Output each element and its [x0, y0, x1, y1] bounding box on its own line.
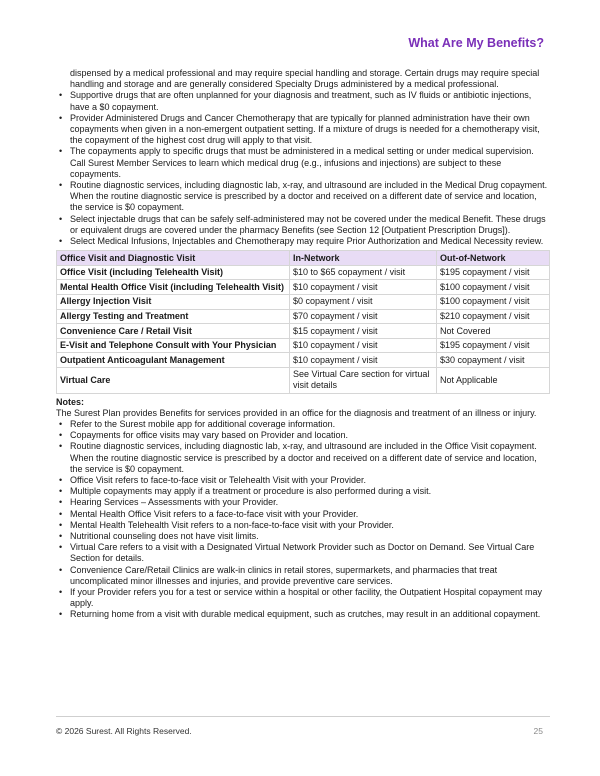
table-cell-out-of-network: $210 copayment / visit	[437, 309, 550, 324]
table-cell-out-of-network: $30 copayment / visit	[437, 353, 550, 368]
list-item: • If your Provider refers you for a test or service within a hospital or other facility, the Outpatient Hospital copayment may apply.	[56, 587, 550, 609]
table-cell-service: Virtual Care	[57, 368, 290, 394]
table-cell-out-of-network: $195 copayment / visit	[437, 338, 550, 353]
list-item: • Nutritional counseling does not have visit limits.	[56, 531, 550, 542]
table-header-cell: Out-of-Network	[437, 251, 550, 266]
list-item: • Office Visit refers to face-to-face visit or Telehealth Visit with your Provider.	[56, 475, 550, 486]
table-cell-in-network: $15 copayment / visit	[290, 324, 437, 339]
office-visit-benefits-table	[56, 250, 550, 393]
table-cell-service: Mental Health Office Visit (including Telehealth Visit)	[57, 280, 290, 295]
list-item: • Mental Health Telehealth Visit refers to a non-face-to-face visit with your Provider.	[56, 520, 550, 531]
notes-heading: Notes:	[56, 396, 85, 407]
list-item: • Mental Health Office Visit refers to a face-to-face visit with your Provider.	[56, 509, 550, 520]
drug-bullet-list	[56, 90, 550, 247]
table-cell-out-of-network: Not Applicable	[437, 368, 550, 394]
table-row	[57, 368, 550, 394]
list-item: • Provider Administered Drugs and Cancer Chemotherapy that are typically for planned administration have their own copayments when given in a non-emergent outpatient setting. If a mixture of drugs is needed for a chemotherapy visit, the copayment of the highest cost drug will apply to that visit.	[56, 113, 550, 147]
list-item: • Routine diagnostic services, including diagnostic lab, x-ray, and ultrasound are included in the Office Visit copayment. When the routine diagnostic service is prescribed by a doctor and received on a different date of service and location, the service is $0 copayment.	[56, 441, 550, 475]
list-item: • The copayments apply to specific drugs that must be administered in a medical setting or under medical supervision. Call Surest Member Services to learn which medical drug (e.g., infusions and injections) are subject to these copayments.	[56, 146, 550, 180]
table-cell-service: Allergy Testing and Treatment	[57, 309, 290, 324]
list-item: • Refer to the Surest mobile app for additional coverage information.	[56, 419, 550, 430]
table-cell-in-network: $10 to $65 copayment / visit	[290, 265, 437, 280]
list-item: • Copayments for office visits may vary based on Provider and location.	[56, 430, 550, 441]
intro-continuation-text: dispensed by a medical professional and may require special handling and storage. Certain drugs may require special handling and storage and are generally considered Specialty Drugs administered by a medical professional.	[70, 68, 540, 90]
table-cell-service: Office Visit (including Telehealth Visit)	[57, 265, 290, 280]
table-cell-in-network: $10 copayment / visit	[290, 280, 437, 295]
table-cell-in-network: $10 copayment / visit	[290, 338, 437, 353]
table-header-cell: Office Visit and Diagnostic Visit	[57, 251, 290, 266]
list-item: • Routine diagnostic services, including diagnostic lab, x-ray, and ultrasound are included in the Medical Drug copayment. When the routine diagnostic service is prescribed by a doctor and received on a different date of service and location, the service is $0 copayment.	[56, 180, 550, 214]
notes-bullet-list	[56, 419, 550, 621]
table-cell-in-network: $0 copayment / visit	[290, 295, 437, 310]
table-header-cell: In-Network	[290, 251, 437, 266]
table-cell-in-network: $10 copayment / visit	[290, 353, 437, 368]
table-cell-out-of-network: $100 copayment / visit	[437, 295, 550, 310]
table-cell-service: Allergy Injection Visit	[57, 295, 290, 310]
table-row	[57, 338, 550, 353]
table-row	[57, 324, 550, 339]
page-content	[56, 68, 550, 621]
list-item: • Select injectable drugs that can be safely self-administered may not be covered under the medical Benefit. These drugs or equivalent drugs are covered under the pharmacy Benefits (see Section 12 [Outpatient Prescription Drugs]).	[56, 214, 550, 236]
list-item: • Multiple copayments may apply if a treatment or procedure is also performed during a visit.	[56, 486, 550, 497]
list-item: • Select Medical Infusions, Injectables and Chemotherapy may require Prior Authorization and Medical Necessity review.	[56, 236, 550, 247]
list-item: • Supportive drugs that are often unplanned for your diagnosis and treatment, such as IV fluids or antibiotic injections, have a $0 copayment.	[56, 90, 550, 112]
table-row	[57, 309, 550, 324]
table-cell-in-network: $70 copayment / visit	[290, 309, 437, 324]
table-row	[57, 265, 550, 280]
table-cell-service: Outpatient Anticoagulant Management	[57, 353, 290, 368]
table-cell-service: E-Visit and Telephone Consult with Your Physician	[57, 338, 290, 353]
table-cell-out-of-network: $195 copayment / visit	[437, 265, 550, 280]
table-row	[57, 295, 550, 310]
list-item: • Convenience Care/Retail Clinics are walk-in clinics in retail stores, supermarkets, and pharmacies that treat uncomplicated minor illnesses and injuries, and provide preventive care services.	[56, 565, 550, 587]
notes-intro-text: The Surest Plan provides Benefits for services provided in an office for the diagnosis and treatment of an illness or injury.	[56, 407, 537, 418]
list-item: • Returning home from a visit with durable medical equipment, such as crutches, may result in an additional copayment.	[56, 609, 550, 620]
page-number: 25	[533, 726, 543, 736]
footer-divider	[56, 716, 550, 717]
list-item: • Hearing Services – Assessments with your Provider.	[56, 497, 550, 508]
table-cell-out-of-network: $100 copayment / visit	[437, 280, 550, 295]
page-header-title: What Are My Benefits?	[408, 36, 544, 50]
table-row	[57, 280, 550, 295]
table-cell-service: Convenience Care / Retail Visit	[57, 324, 290, 339]
footer-copyright: © 2026 Surest. All Rights Reserved.	[56, 726, 192, 736]
table-header-row	[57, 251, 550, 266]
table-cell-in-network: See Virtual Care section for virtual visit details	[290, 368, 437, 394]
table-row	[57, 353, 550, 368]
list-item: • Virtual Care refers to a visit with a Designated Virtual Network Provider such as Doctor on Demand. See Virtual Care Section for details.	[56, 542, 550, 564]
table-cell-out-of-network: Not Covered	[437, 324, 550, 339]
